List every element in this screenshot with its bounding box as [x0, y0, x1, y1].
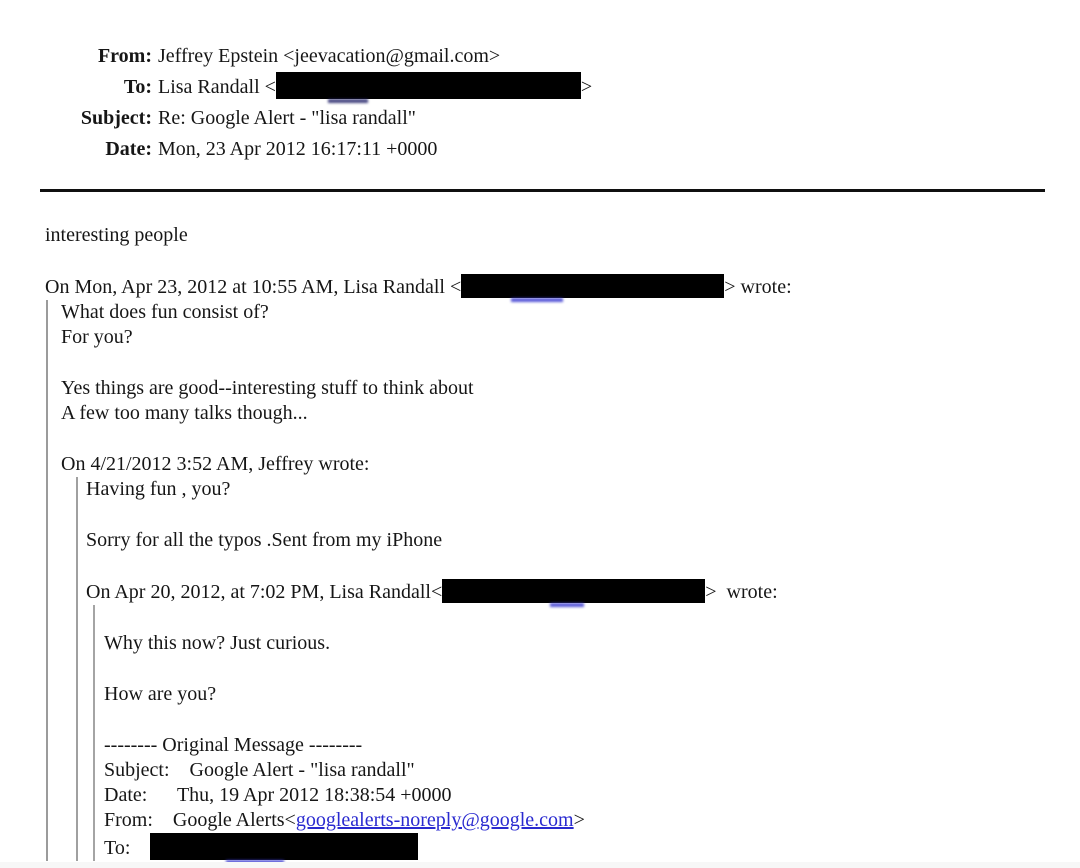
- quoted-text: For you?: [61, 326, 133, 348]
- attribution-text: On Mon, Apr 23, 2012 at 10:55 AM, Lisa Randall <: [45, 276, 462, 298]
- message-text: interesting people: [45, 224, 188, 246]
- date-value: Mon, 23 Apr 2012 16:17:11 +0000: [158, 138, 438, 160]
- blank-line: [61, 350, 1045, 376]
- to-value-prefix: Lisa Randall <: [158, 76, 276, 98]
- blank-line: [104, 605, 1045, 631]
- quoted-text: How are you?: [104, 683, 217, 705]
- attribution-text: > wrote:: [724, 276, 792, 298]
- blank-line: [104, 707, 1045, 733]
- redaction-bar: [442, 579, 705, 603]
- to-text: To:: [104, 837, 151, 859]
- quoted-text: Why this now? Just curious.: [104, 632, 331, 654]
- original-message-subject: Subject: Google Alert - "lisa randall": [104, 759, 415, 781]
- from-value: Jeffrey Epstein <jeevacation@gmail.com>: [158, 45, 501, 67]
- blank-line: [86, 502, 1045, 528]
- quoted-text: Yes things are good--interesting stuff to think about: [61, 377, 474, 399]
- redaction-artifact: [328, 99, 368, 103]
- original-message-date: Date: Thu, 19 Apr 2012 18:38:54 +0000: [104, 784, 452, 806]
- blank-line: [45, 248, 1045, 274]
- original-message-divider: -------- Original Message --------: [104, 734, 363, 756]
- quoted-text: Sorry for all the typos .Sent from my iPhone: [86, 529, 443, 551]
- header-field-date: [45, 134, 1045, 165]
- redaction-bar: [150, 833, 418, 860]
- from-label: From:: [97, 45, 152, 67]
- from-text: >: [573, 809, 585, 831]
- attribution-text: On Apr 20, 2012, at 7:02 PM, Lisa Randall<: [86, 581, 443, 603]
- from-text: From: Google Alerts<: [104, 809, 296, 831]
- quoted-text: What does fun consist of?: [61, 301, 269, 323]
- email-body: [45, 223, 1045, 861]
- blank-line: [104, 656, 1045, 682]
- quoted-text: A few too many talks though...: [61, 402, 308, 424]
- subject-label: Subject:: [80, 107, 152, 129]
- redaction-bar: [461, 274, 724, 298]
- blank-line: [86, 553, 1045, 579]
- date-label: Date:: [105, 138, 152, 160]
- to-label: To:: [123, 76, 152, 98]
- header-divider: [40, 189, 1045, 192]
- header-field-subject: [45, 103, 1045, 134]
- redaction-bar: [276, 72, 581, 99]
- subject-value: Re: Google Alert - "lisa randall": [158, 107, 416, 129]
- to-value-suffix: >: [580, 76, 593, 98]
- email-header: [45, 41, 1045, 165]
- quote-attribution-2: On 4/21/2012 3:52 AM, Jeffrey wrote:: [61, 453, 370, 475]
- original-message-from: [104, 808, 1045, 833]
- google-alerts-email-link[interactable]: googlealerts-noreply@google.com: [295, 809, 574, 831]
- quote-attribution-3: [86, 579, 1045, 605]
- quote-level-3: [93, 605, 1045, 861]
- original-message-to: [104, 833, 1045, 861]
- to-value: [158, 72, 1045, 103]
- redaction-artifact: [550, 603, 584, 607]
- page-bottom-edge: [0, 862, 1080, 868]
- blank-line: [61, 426, 1045, 452]
- redaction-artifact: [511, 298, 563, 302]
- attribution-text: > wrote:: [705, 581, 778, 603]
- header-field-from: [45, 41, 1045, 72]
- quote-level-2: [76, 477, 1045, 861]
- quote-level-1: [46, 300, 1045, 861]
- header-field-to: [45, 72, 1045, 103]
- quote-attribution-1: [45, 274, 1045, 300]
- quoted-text: Having fun , you?: [86, 478, 231, 500]
